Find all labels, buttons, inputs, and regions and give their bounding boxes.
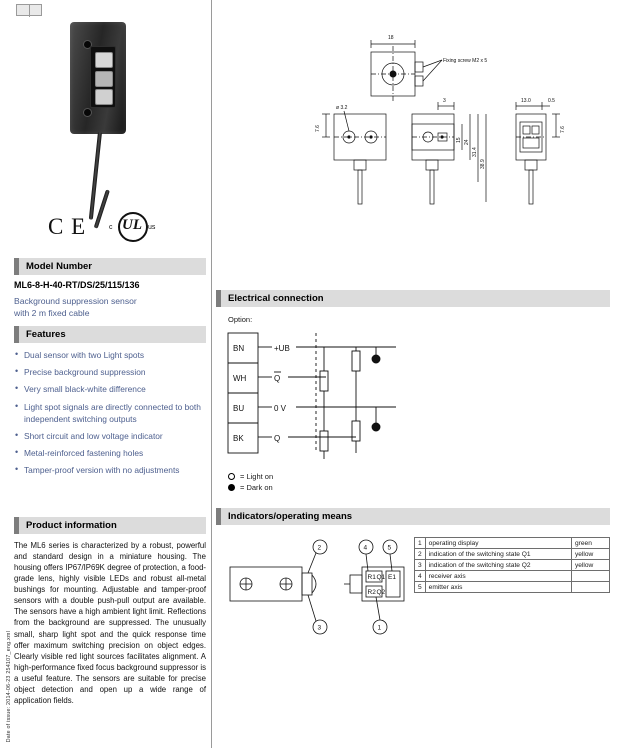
svg-text:Q2: Q2 xyxy=(376,589,386,596)
corner-marker xyxy=(16,4,42,16)
electrical-connection-section xyxy=(216,290,610,511)
model-number-header: Model Number xyxy=(14,258,206,275)
legend-row-light-on xyxy=(228,471,273,482)
indicator-number: 5 xyxy=(415,582,426,593)
svg-text:24: 24 xyxy=(464,139,470,145)
table-row xyxy=(415,582,610,593)
svg-text:3: 3 xyxy=(317,624,322,632)
document-issue-code: Date of issue: 2014-06-23 254107_eng.xml xyxy=(6,630,12,742)
table-row xyxy=(415,538,610,549)
indicators-section xyxy=(216,508,610,641)
svg-text:WH: WH xyxy=(233,374,247,383)
svg-text:31.4: 31.4 xyxy=(472,147,478,157)
svg-text:5: 5 xyxy=(387,544,392,552)
svg-text:Q: Q xyxy=(274,374,281,383)
indicator-number: 3 xyxy=(415,560,426,571)
list-item: • Tamper-proof version with no adjustments xyxy=(14,464,206,476)
model-number-body xyxy=(14,280,206,319)
svg-text:0 V: 0 V xyxy=(274,404,287,413)
indicator-color xyxy=(572,582,610,593)
ul-c-label: c xyxy=(109,224,113,231)
svg-text:BK: BK xyxy=(233,434,244,443)
svg-text:E1: E1 xyxy=(388,574,396,581)
ul-label: UL xyxy=(122,217,142,233)
indicator-description: indication of the switching state Q2 xyxy=(425,560,571,571)
electrical-connection-body xyxy=(216,313,610,511)
legend-light-on-label: = Light on xyxy=(240,472,274,481)
approval-marks xyxy=(44,210,174,244)
option-label: Option: xyxy=(228,315,253,324)
svg-text:3: 3 xyxy=(443,98,446,104)
sensor-optics-face xyxy=(90,46,116,108)
lens-middle-icon xyxy=(95,71,113,87)
svg-text:BN: BN xyxy=(233,344,245,353)
connection-legend xyxy=(228,471,273,494)
table-row xyxy=(415,549,610,560)
lens-bottom-icon xyxy=(95,89,113,105)
list-item: • Light spot signals are directly connected to both independent switching outputs xyxy=(14,401,206,425)
features-list xyxy=(14,349,206,477)
product-information-section xyxy=(14,517,206,706)
legend-row-dark-on xyxy=(228,482,273,493)
left-column xyxy=(0,0,211,748)
model-description xyxy=(14,296,206,319)
indicator-number: 2 xyxy=(415,549,426,560)
table-row xyxy=(415,560,610,571)
svg-text:38.9: 38.9 xyxy=(480,159,486,169)
right-column xyxy=(216,0,614,748)
svg-text:1: 1 xyxy=(377,624,382,632)
svg-text:Fixing screw M2 x 5: Fixing screw M2 x 5 xyxy=(443,58,488,64)
svg-text:ø 3.2: ø 3.2 xyxy=(336,105,348,111)
dimension-drawing-svg xyxy=(216,6,610,276)
column-divider xyxy=(211,0,212,748)
svg-text:7.6: 7.6 xyxy=(315,125,321,132)
electrical-schematic-svg xyxy=(216,327,610,487)
svg-text:R1: R1 xyxy=(367,574,376,581)
indicator-number: 1 xyxy=(415,538,426,549)
svg-text:13.0: 13.0 xyxy=(521,98,531,104)
features-section xyxy=(14,326,206,482)
indicator-color xyxy=(572,571,610,582)
model-number-section xyxy=(14,258,206,319)
model-description-line1: Background suppression sensor xyxy=(14,296,137,306)
svg-text:18: 18 xyxy=(388,35,394,41)
features-header: Features xyxy=(14,326,206,343)
list-item: • Metal-reinforced fastening holes xyxy=(14,447,206,459)
table-row xyxy=(415,571,610,582)
indicator-color: yellow xyxy=(572,549,610,560)
light-on-marker-icon xyxy=(228,473,235,480)
electrical-connection-header: Electrical connection xyxy=(216,290,610,307)
sensor-photo-illustration xyxy=(62,22,134,140)
svg-text:R2: R2 xyxy=(367,589,376,596)
ul-mark-icon xyxy=(108,212,156,242)
product-information-header: Product information xyxy=(14,517,206,534)
indicators-header: Indicators/operating means xyxy=(216,508,610,525)
indicators-diagram-svg xyxy=(216,535,412,641)
svg-text:2: 2 xyxy=(317,544,322,552)
svg-text:7.6: 7.6 xyxy=(560,126,566,133)
dark-on-marker-icon xyxy=(228,484,235,491)
svg-text:Q: Q xyxy=(274,434,281,443)
indicator-description: emitter axis xyxy=(425,582,571,593)
lens-top-icon xyxy=(95,52,113,68)
svg-text:4: 4 xyxy=(363,544,368,552)
indicators-table xyxy=(414,537,610,593)
model-number-value: ML6-8-H-40-RT/DS/25/115/136 xyxy=(14,280,140,290)
svg-text:0.5: 0.5 xyxy=(548,98,555,104)
list-item: • Very small black-white difference xyxy=(14,383,206,395)
list-item: • Dual sensor with two Light spots xyxy=(14,349,206,361)
svg-text:15: 15 xyxy=(456,137,462,143)
list-item: • Short circuit and low voltage indicator xyxy=(14,430,206,442)
indicators-body xyxy=(216,531,610,641)
indicator-number: 4 xyxy=(415,571,426,582)
svg-text:Q1: Q1 xyxy=(376,574,386,581)
indicator-color: yellow xyxy=(572,560,610,571)
indicator-description: operating display xyxy=(425,538,571,549)
sensor-housing xyxy=(70,22,126,134)
ce-mark-icon: C E xyxy=(48,214,87,239)
svg-text:+UB: +UB xyxy=(274,344,290,353)
indicator-description: indication of the switching state Q1 xyxy=(425,549,571,560)
legend-dark-on-label: = Dark on xyxy=(240,483,273,493)
indicator-description: receiver axis xyxy=(425,571,571,582)
ul-us-label: us xyxy=(148,224,156,231)
mounting-hole-bottom-icon xyxy=(83,108,92,117)
indicator-color: green xyxy=(572,538,610,549)
product-photo xyxy=(14,4,204,240)
dimension-drawings xyxy=(216,6,610,276)
list-item: • Precise background suppression xyxy=(14,366,206,378)
svg-text:BU: BU xyxy=(233,404,245,413)
model-description-line2: with 2 m fixed cable xyxy=(14,307,90,318)
product-information-text: The ML6 series is characterized by a robust, powerful and standard design in a miniature housing. The housing offers IP67/IP69K degree of protection, a food-grade lens, highly visible LEDs and robust all-metal bushings for mounting. Adjustable and tamper-proof sensors with a double push-pull output are available. The sensors have a high ambient light limit. Reflections from the background are suppressed. The unusually small, sharp light spot and the quick response time offer maximum switching precision on object edges. Clearly visible red light sources facilitates alignment. A high-performance fixed focus background suppressor is a useful feature. The sensors are suitable for precise object detection and open up a wide range of application fields. xyxy=(14,541,206,705)
